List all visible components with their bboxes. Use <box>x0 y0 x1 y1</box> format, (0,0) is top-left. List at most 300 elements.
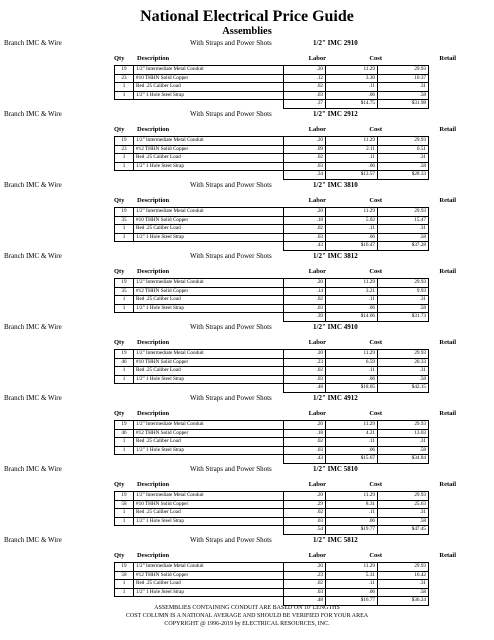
assembly-section <box>0 109 494 186</box>
page-subtitle: Assemblies <box>222 26 272 37</box>
cell-cost: 4.21 <box>326 429 378 438</box>
cell-description: #10 THHN Solid Copper <box>134 216 284 225</box>
cell-cost: 11.29 <box>326 350 378 359</box>
section-header <box>0 38 494 48</box>
table-row <box>115 83 429 92</box>
column-header-qty: Qty <box>114 339 125 346</box>
total-row <box>115 313 429 322</box>
cell-description: Red .25 Caliber Load <box>134 580 284 589</box>
column-header-description: Description <box>137 268 170 275</box>
section-category: Branch IMC & Wire <box>4 181 62 189</box>
cell-cost: .11 <box>326 367 378 376</box>
column-header-description: Description <box>137 481 170 488</box>
cell-labor: .03 <box>284 446 326 455</box>
cell-description: Red .25 Caliber Load <box>134 438 284 447</box>
table-row <box>115 162 429 171</box>
cell-retail: .31 <box>378 509 429 518</box>
section-category: Branch IMC & Wire <box>4 252 62 260</box>
total-cost: $19.77 <box>326 526 378 535</box>
column-header-labor: Labor <box>308 481 326 488</box>
cell-labor: .03 <box>284 517 326 526</box>
cell-description: #12 THHN Solid Copper <box>134 429 284 438</box>
total-spacer <box>115 171 284 180</box>
cell-cost: .06 <box>326 162 378 171</box>
cell-qty: 1 <box>115 580 134 589</box>
table-row <box>115 233 429 242</box>
cell-qty: 19 <box>115 208 134 217</box>
cell-retail: 29.93 <box>378 421 429 430</box>
column-header-cost: Cost <box>369 55 382 62</box>
column-header-qty: Qty <box>114 268 125 275</box>
cell-cost: 11.29 <box>326 208 378 217</box>
cell-labor: .23 <box>284 571 326 580</box>
cell-qty: 1 <box>115 367 134 376</box>
column-header-cost: Cost <box>369 126 382 133</box>
total-spacer <box>115 242 284 251</box>
cell-cost: 2.11 <box>326 145 378 154</box>
cell-qty: 1 <box>115 296 134 305</box>
assembly-section <box>0 180 494 257</box>
cell-qty: 1 <box>115 162 134 171</box>
cell-qty: 1 <box>115 225 134 234</box>
table-row <box>115 421 429 430</box>
items-table <box>114 420 429 464</box>
table-row <box>115 91 429 100</box>
cell-qty: 19 <box>115 137 134 146</box>
column-header-description: Description <box>137 552 170 559</box>
table-row <box>115 296 429 305</box>
assembly-section <box>0 251 494 328</box>
cell-cost: 6.59 <box>326 358 378 367</box>
cell-cost: 5.02 <box>326 216 378 225</box>
items-table <box>114 491 429 535</box>
cell-description: 1/2" 1 Hole Steel Strap <box>134 304 284 313</box>
cell-qty: 46 <box>115 358 134 367</box>
cell-labor: .02 <box>284 580 326 589</box>
cell-description: #12 THHN Solid Copper <box>134 287 284 296</box>
column-header-labor: Labor <box>308 410 326 417</box>
items-table <box>114 349 429 393</box>
total-retail: $47.45 <box>378 526 429 535</box>
cell-labor: .03 <box>284 304 326 313</box>
footer-line-3: COPYRIGHT @ 1996-2019 by ELECTRICAL RESOURCES, INC. <box>164 621 330 627</box>
section-note: With Straps and Power Shots <box>190 110 272 118</box>
table-row <box>115 225 429 234</box>
cell-description: 1/2" 1 Hole Steel Strap <box>134 162 284 171</box>
cell-qty: 35 <box>115 287 134 296</box>
section-code: 1/2" IMC 4910 <box>313 323 358 331</box>
cell-cost: .06 <box>326 517 378 526</box>
column-header-row <box>114 409 472 419</box>
cell-description: 1/2" 1 Hole Steel Strap <box>134 517 284 526</box>
cell-description: 1/2" 1 Hole Steel Strap <box>134 91 284 100</box>
cell-labor: .03 <box>284 162 326 171</box>
table-row <box>115 571 429 580</box>
cell-qty: 19 <box>115 350 134 359</box>
items-table <box>114 65 429 109</box>
total-labor: .54 <box>284 526 326 535</box>
cell-retail: .58 <box>378 304 429 313</box>
table-row <box>115 350 429 359</box>
section-code: 1/2" IMC 3810 <box>313 181 358 189</box>
cell-qty: 1 <box>115 588 134 597</box>
cell-labor: .03 <box>284 233 326 242</box>
cell-qty: 46 <box>115 429 134 438</box>
column-header-cost: Cost <box>369 410 382 417</box>
column-header-row <box>114 480 472 490</box>
cell-labor: .20 <box>284 563 326 572</box>
cell-retail: .31 <box>378 367 429 376</box>
total-cost: $16.77 <box>326 597 378 606</box>
total-labor: .43 <box>284 242 326 251</box>
cell-retail: 9.93 <box>378 287 429 296</box>
total-retail: $34.84 <box>378 455 429 464</box>
total-spacer <box>115 455 284 464</box>
cell-retail: .58 <box>378 375 429 384</box>
cell-labor: .18 <box>284 429 326 438</box>
cell-retail: 29.93 <box>378 279 429 288</box>
table-row <box>115 304 429 313</box>
table-row <box>115 500 429 509</box>
cell-retail: .58 <box>378 91 429 100</box>
column-header-description: Description <box>137 126 170 133</box>
table-row <box>115 137 429 146</box>
table-row <box>115 446 429 455</box>
cell-labor: .02 <box>284 367 326 376</box>
column-header-retail: Retail <box>439 552 456 559</box>
cell-labor: .20 <box>284 137 326 146</box>
column-header-row <box>114 125 472 135</box>
section-header <box>0 251 494 261</box>
cell-cost: 11.29 <box>326 492 378 501</box>
cell-retail: .58 <box>378 517 429 526</box>
total-retail: $28.33 <box>378 171 429 180</box>
cell-cost: 5.31 <box>326 571 378 580</box>
total-labor: .39 <box>284 313 326 322</box>
cell-description: Red .25 Caliber Load <box>134 367 284 376</box>
items-table <box>114 207 429 251</box>
section-category: Branch IMC & Wire <box>4 465 62 473</box>
cell-labor: .18 <box>284 216 326 225</box>
cell-qty: 1 <box>115 509 134 518</box>
section-category: Branch IMC & Wire <box>4 39 62 47</box>
cell-description: 1/2" 1 Hole Steel Strap <box>134 446 284 455</box>
cell-retail: 10.37 <box>378 74 429 83</box>
cell-retail: .31 <box>378 83 429 92</box>
total-retail: $42.15 <box>378 384 429 393</box>
cell-description: Red .25 Caliber Load <box>134 83 284 92</box>
cell-retail: .31 <box>378 580 429 589</box>
table-row <box>115 154 429 163</box>
cell-cost: 3.30 <box>326 74 378 83</box>
total-cost: $13.57 <box>326 171 378 180</box>
column-header-retail: Retail <box>439 410 456 417</box>
column-header-retail: Retail <box>439 197 456 204</box>
table-row <box>115 492 429 501</box>
column-header-qty: Qty <box>114 552 125 559</box>
section-category: Branch IMC & Wire <box>4 110 62 118</box>
total-cost: $14.75 <box>326 100 378 109</box>
table-row <box>115 517 429 526</box>
cell-description: 1/2" 1 Hole Steel Strap <box>134 375 284 384</box>
section-note: With Straps and Power Shots <box>190 323 272 331</box>
section-note: With Straps and Power Shots <box>190 465 272 473</box>
cell-cost: .11 <box>326 580 378 589</box>
column-header-cost: Cost <box>369 197 382 204</box>
footer-line-1: ASSEMBLIES CONTAINING CONDUIT ARE BASED ON 10' LENGTHS <box>154 605 340 611</box>
column-header-labor: Labor <box>308 197 326 204</box>
cell-description: 1/2" Intermediate Metal Conduit <box>134 279 284 288</box>
total-spacer <box>115 313 284 322</box>
cell-description: 1/2" Intermediate Metal Conduit <box>134 421 284 430</box>
table-row <box>115 375 429 384</box>
cell-qty: 1 <box>115 304 134 313</box>
total-row <box>115 242 429 251</box>
cell-retail: .58 <box>378 162 429 171</box>
column-header-retail: Retail <box>439 55 456 62</box>
section-note: With Straps and Power Shots <box>190 394 272 402</box>
cell-qty: 58 <box>115 571 134 580</box>
column-header-row <box>114 267 472 277</box>
total-spacer <box>115 526 284 535</box>
cell-retail: 29.93 <box>378 350 429 359</box>
section-note: With Straps and Power Shots <box>190 536 272 544</box>
section-category: Branch IMC & Wire <box>4 394 62 402</box>
section-header <box>0 535 494 545</box>
cell-retail: 25.63 <box>378 500 429 509</box>
cell-labor: .20 <box>284 66 326 75</box>
table-row <box>115 208 429 217</box>
table-row <box>115 588 429 597</box>
total-row <box>115 455 429 464</box>
cell-cost: .11 <box>326 438 378 447</box>
assembly-section <box>0 464 494 541</box>
cell-cost: .11 <box>326 509 378 518</box>
section-note: With Straps and Power Shots <box>190 181 272 189</box>
total-labor: .37 <box>284 100 326 109</box>
cell-cost: .06 <box>326 446 378 455</box>
cell-qty: 19 <box>115 492 134 501</box>
section-code: 1/2" IMC 4912 <box>313 394 358 402</box>
column-header-labor: Labor <box>308 552 326 559</box>
column-header-cost: Cost <box>369 268 382 275</box>
column-header-qty: Qty <box>114 126 125 133</box>
cell-description: 1/2" Intermediate Metal Conduit <box>134 350 284 359</box>
cell-qty: 1 <box>115 154 134 163</box>
cell-description: #10 THHN Solid Copper <box>134 74 284 83</box>
items-table <box>114 562 429 606</box>
total-cost: $14.66 <box>326 313 378 322</box>
column-header-labor: Labor <box>308 339 326 346</box>
page-title: National Electrical Price Guide <box>140 8 354 25</box>
cell-cost: .11 <box>326 83 378 92</box>
column-header-row <box>114 338 472 348</box>
table-row <box>115 367 429 376</box>
section-note: With Straps and Power Shots <box>190 39 272 47</box>
cell-retail: 29.93 <box>378 563 429 572</box>
section-category: Branch IMC & Wire <box>4 323 62 331</box>
cell-labor: .03 <box>284 588 326 597</box>
cell-qty: 1 <box>115 83 134 92</box>
cell-qty: 19 <box>115 563 134 572</box>
cell-retail: .31 <box>378 225 429 234</box>
cell-labor: .02 <box>284 225 326 234</box>
total-retail: $36.24 <box>378 597 429 606</box>
cell-retail: .58 <box>378 446 429 455</box>
cell-cost: .06 <box>326 375 378 384</box>
total-cost: $15.67 <box>326 455 378 464</box>
assembly-section <box>0 322 494 399</box>
total-row <box>115 171 429 180</box>
cell-labor: .23 <box>284 358 326 367</box>
cell-description: 1/2" Intermediate Metal Conduit <box>134 66 284 75</box>
cell-cost: 8.31 <box>326 500 378 509</box>
cell-qty: 19 <box>115 421 134 430</box>
column-header-cost: Cost <box>369 552 382 559</box>
cell-description: 1/2" 1 Hole Steel Strap <box>134 588 284 597</box>
section-code: 1/2" IMC 2912 <box>313 110 358 118</box>
section-category: Branch IMC & Wire <box>4 536 62 544</box>
table-row <box>115 580 429 589</box>
cell-labor: .02 <box>284 154 326 163</box>
column-header-row <box>114 54 472 64</box>
total-row <box>115 384 429 393</box>
column-header-cost: Cost <box>369 339 382 346</box>
cell-description: #10 THHN Solid Copper <box>134 358 284 367</box>
assembly-section <box>0 535 494 612</box>
cell-labor: .20 <box>284 421 326 430</box>
total-row <box>115 100 429 109</box>
section-note: With Straps and Power Shots <box>190 252 272 260</box>
table-row <box>115 145 429 154</box>
cell-labor: .09 <box>284 145 326 154</box>
cell-qty: 19 <box>115 66 134 75</box>
cell-qty: 19 <box>115 279 134 288</box>
column-header-qty: Qty <box>114 481 125 488</box>
column-header-retail: Retail <box>439 268 456 275</box>
column-header-qty: Qty <box>114 410 125 417</box>
cell-retail: .31 <box>378 438 429 447</box>
cell-description: 1/2" Intermediate Metal Conduit <box>134 563 284 572</box>
items-table <box>114 136 429 180</box>
cell-cost: 11.29 <box>326 421 378 430</box>
cell-cost: 11.29 <box>326 137 378 146</box>
cell-description: 1/2" Intermediate Metal Conduit <box>134 492 284 501</box>
cell-description: Red .25 Caliber Load <box>134 296 284 305</box>
table-row <box>115 429 429 438</box>
cell-description: Red .25 Caliber Load <box>134 225 284 234</box>
table-row <box>115 66 429 75</box>
cell-labor: .02 <box>284 296 326 305</box>
table-row <box>115 438 429 447</box>
column-header-description: Description <box>137 410 170 417</box>
table-row <box>115 358 429 367</box>
cell-retail: 16.42 <box>378 571 429 580</box>
total-labor: .48 <box>284 597 326 606</box>
cell-qty: 1 <box>115 517 134 526</box>
column-header-row <box>114 551 472 561</box>
total-cost: $18.05 <box>326 384 378 393</box>
total-labor: .43 <box>284 455 326 464</box>
total-cost: $16.47 <box>326 242 378 251</box>
section-header <box>0 322 494 332</box>
cell-labor: .02 <box>284 83 326 92</box>
cell-retail: .58 <box>378 588 429 597</box>
cell-qty: 58 <box>115 500 134 509</box>
total-row <box>115 526 429 535</box>
column-header-labor: Labor <box>308 268 326 275</box>
cell-cost: 11.29 <box>326 563 378 572</box>
section-code: 1/2" IMC 2910 <box>313 39 358 47</box>
cell-description: #10 THHN Solid Copper <box>134 500 284 509</box>
cell-cost: .06 <box>326 233 378 242</box>
cell-labor: .02 <box>284 438 326 447</box>
cell-labor: .02 <box>284 509 326 518</box>
cell-description: 1/2" Intermediate Metal Conduit <box>134 208 284 217</box>
cell-qty: 1 <box>115 233 134 242</box>
section-header <box>0 109 494 119</box>
cell-description: #12 THHN Solid Copper <box>134 145 284 154</box>
table-row <box>115 74 429 83</box>
table-row <box>115 563 429 572</box>
cell-labor: .20 <box>284 208 326 217</box>
cell-cost: 11.29 <box>326 279 378 288</box>
column-header-description: Description <box>137 339 170 346</box>
cell-retail: 29.93 <box>378 492 429 501</box>
section-code: 1/2" IMC 3812 <box>313 252 358 260</box>
column-header-description: Description <box>137 55 170 62</box>
table-row <box>115 216 429 225</box>
column-header-row <box>114 196 472 206</box>
total-retail: $31.98 <box>378 100 429 109</box>
column-header-retail: Retail <box>439 339 456 346</box>
cell-retail: 13.03 <box>378 429 429 438</box>
cell-qty: 35 <box>115 216 134 225</box>
cell-retail: 29.93 <box>378 137 429 146</box>
total-spacer <box>115 384 284 393</box>
cell-labor: .03 <box>284 91 326 100</box>
cell-cost: .06 <box>326 91 378 100</box>
cell-cost: .06 <box>326 588 378 597</box>
section-header <box>0 393 494 403</box>
column-header-qty: Qty <box>114 197 125 204</box>
cell-cost: .11 <box>326 296 378 305</box>
cell-description: Red .25 Caliber Load <box>134 509 284 518</box>
column-header-retail: Retail <box>439 126 456 133</box>
section-code: 1/2" IMC 5812 <box>313 536 358 544</box>
cell-labor: .14 <box>284 287 326 296</box>
cell-labor: .20 <box>284 279 326 288</box>
items-table <box>114 278 429 322</box>
column-header-description: Description <box>137 197 170 204</box>
column-header-qty: Qty <box>114 55 125 62</box>
cell-cost: 3.21 <box>326 287 378 296</box>
cell-labor: .20 <box>284 492 326 501</box>
cell-cost: .11 <box>326 154 378 163</box>
cell-labor: .12 <box>284 74 326 83</box>
cell-cost: .06 <box>326 304 378 313</box>
cell-qty: 1 <box>115 375 134 384</box>
cell-retail: 29.93 <box>378 208 429 217</box>
cell-retail: .58 <box>378 233 429 242</box>
cell-labor: .20 <box>284 350 326 359</box>
assembly-section <box>0 38 494 115</box>
column-header-labor: Labor <box>308 126 326 133</box>
footer-line-2: COST COLUMN IS A NATIONAL AVERAGE AND SHOULD BE VERIFIED FOR YOUR AREA <box>125 613 369 619</box>
section-header <box>0 180 494 190</box>
cell-retail: 6.51 <box>378 145 429 154</box>
total-labor: .34 <box>284 171 326 180</box>
